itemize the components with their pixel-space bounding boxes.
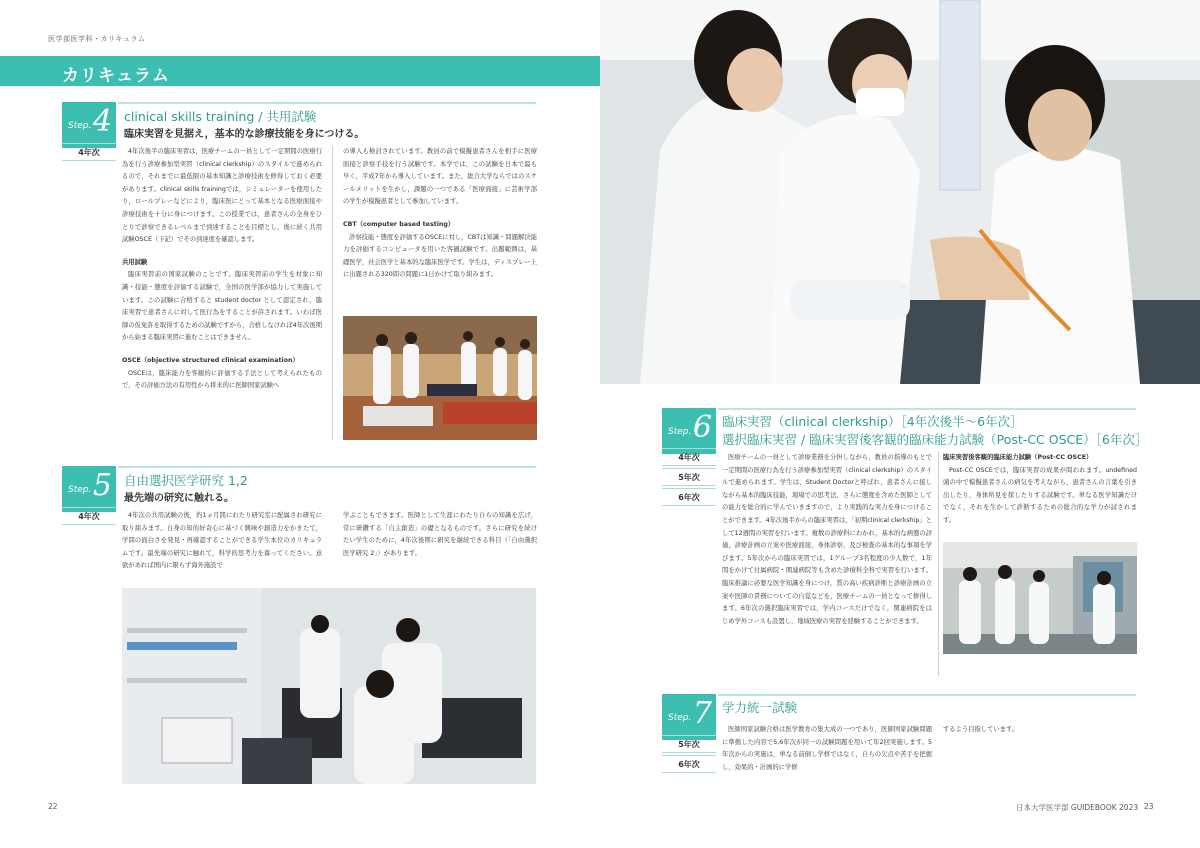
step-label: Step. [668,427,692,437]
step-4-column-1 [122,146,322,393]
cbt-text: 診察技能・態度を評価するOSCEに対し，CBTは知識・問題解決能力を評価するコンピュータを用いた客観試験です。出題範囲は，基礎医学，社会医学と基本的な臨床医学です。学生は，ディスプレー上に出題される320問の問題に1日かけて取り組みます。 [343,233,537,279]
step-5-text-1: 4年次の共用試験の後，約1ヵ月間にわたり研究室に配属され研究に取り組みます。自身の知的好奇心に基づく興味や創造力をかきたて，学問の面白さを発見・再確認することができる学生本位のカリキュラムです。最先端の研究に触れて，科学的思考力を養ってください。意欲があれば国内に限らず海外施設で [122,512,322,570]
breadcrumb: 医学部医学科・カリキュラム [48,35,146,43]
research-lab-photo [122,588,536,784]
step-7-column-1 [722,724,932,774]
step-7-year-tag-2: 6年次 [662,755,716,773]
common-exam-heading: 共用試験 [122,258,148,266]
step-7-text-1: 医師国家試験合格は医学教育の集大成の一つであり，医師国家試験問題に準拠した内容で5,6年次が同一の試験問題を用いて年2回実施します。5年次からの実施は，単なる前倒し学修ではなく，自らの欠点や苦手を把握し，効果的・計画的に学修 [722,726,932,771]
step-7-text-2: するよう目指しています。 [943,726,1019,733]
step-number: 4 [92,104,112,139]
osce-text: OSCEは，臨床能力を客観的に評価する手法として考えられたもので，その評価方法の有用性から将来的に医師国家試験へ [122,369,322,390]
step-6-column-2 [943,452,1137,528]
column-divider [938,452,939,676]
osce-training-photo [343,316,537,440]
step-7-title: 学力統一試験 [722,700,798,715]
step-6-year-tag-3: 6年次 [662,488,716,506]
cbt-heading: CBT（computer based testing） [343,220,455,228]
left-page-number: 22 [48,802,58,811]
step-number: 7 [692,696,712,731]
step-7-year-tag-1: 5年次 [662,735,716,753]
step-6-title: 臨床実習（clinical clerkship）［4年次後半～6年次］ [722,414,1023,429]
step-5-title: 自由選択医学研究 1,2 [124,473,248,488]
step-number: 5 [92,468,112,503]
section-title: カリキュラム [62,66,170,86]
step-4-rule [118,102,536,104]
step-4-column-2 [343,146,537,282]
step-4-year-tag: 4年次 [62,143,116,161]
step-5-column-1 [122,510,322,573]
guidebook-label: 日本大学医学部 GUIDEBOOK 2023 [1016,803,1139,812]
step-4-subtitle: 臨床実習を見据え，基本的な診療技能を身につける。 [124,129,365,140]
step-6-text-1: 医療チームの一員として診療業務を分担しながら，教員の指導のもとで一定期間の医療行為を行う診療参加型実習（clinical clerkship）のスタイルで進められます。学生は，Student Doctorと呼ばれ，患者さんに接しながら基本的臨床技能，現場での思考法，さらに態度を含めた医師としての能力を総合的に学んでいきますので，より実践的な実力を身につけることができます。4年次後半からの臨床実習は，「初期clinical clerkship」として12週間の実習を行います。複数の診療科にわかれ，基本的な病態の評価，診療計画の立案や医療面接，身体診察，及び検査の基本的な事項を学びます。5年次からの臨床実習では，1グループ3名程度の少人数で，1年間をかけて付属病院・関連病院等も含めた診療科全科で実習を行います。臨床推論に必要な医学知識を身につけ，質の高い疾病診断と診療計画の立案や医師の責務についての自覚などを，医療チームの一員となって修得します。6年次の選択臨床実習では，学内コースだけでなく，関連病院をはじめ学外コースも設置し，地域医療の実習を経験することができます。 [722,454,932,625]
hospital-rounds-photo [943,542,1137,654]
common-exam-text: 臨床実習前の国家試験のことです。臨床実習前の学生を対象に知識・技能・態度を評価する試験で，全国の医学部が協力して実施しています。この試験に合格すると student doctor として認定され，臨床実習で患者さんに対して医行為をすることが許されます。いわば医師の仮免許を取得するための試験ですから，合格しなければ4年次後期から始まる臨床実習に進むことはできません。 [122,271,322,342]
column-divider [332,146,333,440]
step-6-column-1 [722,452,932,628]
step-5-subtitle: 最先端の研究に触れる。 [124,493,234,504]
step-4-intro: 4年次後半の臨床実習は，医療チームの一員として一定期間の医療行為を行う診療参加型実習（clinical clerkship）のスタイルで進められるので，それまでに最低限の基本知識と診療技術を修得しておく必要があります。clinical skills trainingでは，シミュレーターを使用したり，ロールプレーなどにより，臨床医にとって基本となる医療面接や診療技術を十分に身につけます。この授業では，患者さんの全身をひとりで診察できるレベルまで到達することを目標とし，後に続く共用試験OSCE（下記）でその到達度を確認します。 [122,148,322,244]
osce-heading: OSCE（objective structured clinical examination） [122,356,299,364]
step-6-year-tag-1: 4年次 [662,448,716,466]
right-page-number: 23 [1144,802,1154,811]
step-label: Step. [68,121,92,131]
clinical-skills-hero-photo [600,0,1200,384]
step-7-badge [662,694,716,740]
right-page [600,0,1200,848]
step-6-title-2: 選択臨床実習 / 臨床実習後客観的臨床能力試験（Post-CC OSCE）［6年次］ [722,432,1148,447]
step-5-text-2: 学ぶこともできます。医師として生涯にわたり自らの知識を広げ，常に研鑽する「自主創造」の礎となるものです。さらに研究を続けたい学生のために，4年次後期に研究を継続できる科目（「自由選択医学研究 2」）があります。 [343,512,537,557]
step-5-badge [62,466,116,512]
step-label: Step. [68,485,92,495]
post-cc-osce-heading: 臨床実習後客観的臨床能力試験（Post-CC OSCE） [943,454,1093,461]
osce-text-continued: の導入も検討されています。教員の前で模擬患者さんを相手に医療面接と診察手技を行う試験です。本学では，この試験を日本で最も早く，平成7年から導入しています。また，総合大学ならではのスケールメリットを生かし，課題の一つである「医療面接」に芸術学部の学生が模擬患者として参加しています。 [343,148,537,206]
step-5-year-tag: 4年次 [62,507,116,525]
step-7-column-2 [943,724,1137,737]
step-6-rule [718,408,1136,410]
step-label: Step. [668,713,692,723]
step-4-badge [62,102,116,148]
step-5-rule [118,466,536,468]
step-7-rule [718,694,1136,696]
step-6-year-tag-2: 5年次 [662,468,716,486]
step-4-title: clinical skills training / 共用試験 [124,109,317,124]
step-5-column-2 [343,510,537,560]
post-cc-osce-text: Post-CC OSCEでは，臨床実習の成果が問われます。undefined頭の中で模擬患者さんの病気を考えながら，患者さんの言葉を引き出したり，身体所見を探したりする試験です。単なる医学知識だけでなく，それを生かして診断するための総合的な学力が試されます。 [943,466,1137,524]
step-number: 6 [692,410,712,445]
